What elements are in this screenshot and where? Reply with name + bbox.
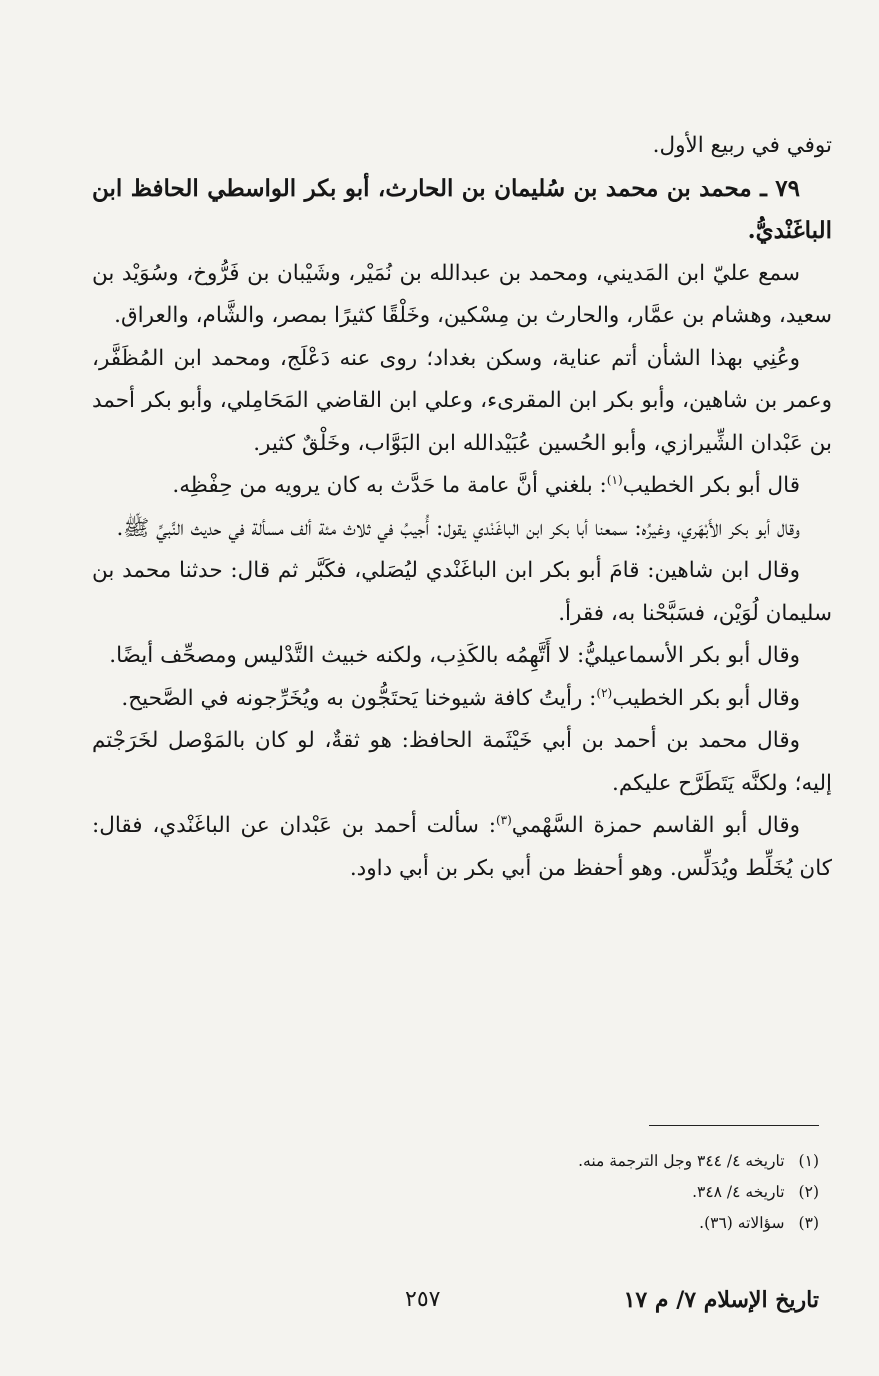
main-text [92, 125, 832, 890]
footnote-item [219, 1177, 819, 1208]
footnote-number: (٣) [798, 1214, 819, 1232]
text-segment: : بلغني أنَّ عامة ما حَدَّث به كان يرويه من حِفْظِه. [172, 473, 607, 498]
paragraph-previous-end: توفي في ربيع الأول. [652, 133, 832, 158]
paragraph-teachers: سمع عليّ ابن المَديني، ومحمد بن عبدالله بن نُمَيْر، وشَيْبان بن فَرُّوخ، وسُوَيْد بن سعيد، وهشام بن عمَّار، والحارث بن مِسْكين، وخَلْقًا كثيرًا بمصر، والشَّام، والعراق. [92, 260, 832, 328]
text-segment: : سألت أحمد بن عَبْدان عن الباغَنْدي، فقال: كان يُخَلِّط ويُدَلِّس. وهو أحفظ من أبي بكر بن أبي داود. [92, 813, 832, 881]
footnote-text: تاريخه ٤/ ٣٤٨. [692, 1183, 785, 1201]
footnote-text: تاريخه ٤/ ٣٤٤ وجل الترجمة منه. [578, 1152, 785, 1170]
page-number: ٢٥٧ [405, 1287, 441, 1312]
paragraph-students: وعُنِي بهذا الشأن أتم عناية، وسكن بغداد؛ روى عنه دَعْلَج، ومحمد ابن المُظَفَّر، وعمر بن شاهين، وأبو بكر ابن المقرىء، وعلي ابن القاضي المَحَامِلي، وأبو بكر أحمد بن عَبْدان الشِّيرازي، وأبو الحُسين عُبَيْدالله ابن البَوَّاب، وخَلْقٌ كثير. [92, 345, 832, 456]
text-segment: قال أبو بكر الخطيب [622, 473, 800, 498]
footnote-item [219, 1208, 819, 1239]
paragraph-khatib-quote-2 [92, 678, 832, 721]
paragraph-sahmi-quote [92, 805, 832, 890]
paragraph-ismaili-quote: وقال أبو بكر الأسماعيليُّ: لا أَتَّهِمُه بالكَذِب، ولكنه خبيث التَّدْليس ومصحِّف أيضًا. [109, 643, 800, 668]
footnote-number: (١) [798, 1152, 819, 1170]
running-footer-title: تاريخ الإسلام ٧/ م ١٧ [623, 1287, 819, 1313]
footnote-number: (٢) [798, 1183, 819, 1201]
paragraph-khatib-quote [92, 465, 832, 508]
text-segment: وقال أبو القاسم حمزة السَّهْمي [511, 813, 800, 838]
footnote-divider [649, 1125, 819, 1126]
text-segment: : رأيتُ كافة شيوخنا يَحتَجُّون به ويُخَرِّجونه في الصَّحيح. [121, 685, 597, 711]
footnote-marker-1[interactable]: (١) [606, 472, 623, 487]
paragraph-khaythama-quote: وقال محمد بن أحمد بن أبي خَيْثَمة الحافظ: هو ثقةٌ، لو كان بالمَوْصل لخَرَجْتم إليه؛ ولكنَّه يَتَطَرَّح عليكم. [92, 728, 832, 796]
footnote-text: سؤالاته (٣٦). [699, 1214, 785, 1232]
footnotes [219, 1146, 819, 1239]
footnote-marker-3[interactable]: (٣) [495, 812, 512, 827]
paragraph-abhari-quote: وقال أبو بكر الأَبْهَري، وغيرُه: سمعنا أبا بكر ابن الباغَنْدي يقول: أُجيبُ في ثلاث مئة ألف مسألة في حديث النَّبيِّ ﷺ. [116, 515, 800, 541]
entry-heading: ٧٩ ـ محمد بن محمد بن سُليمان بن الحارث، أبو بكر الواسطي الحافظ ابن الباغَنْديُّ. [92, 174, 832, 244]
footnote-item [219, 1146, 819, 1177]
footnote-marker-2[interactable]: (٢) [596, 685, 613, 700]
text-segment: وقال أبو بكر الخطيب [612, 685, 800, 711]
paragraph-shahin-quote: وقال ابن شاهين: قامَ أبو بكر ابن الباغَنْدي ليُصَلي، فكَبَّر ثم قال: حدثنا محمد بن سليمان لُوَيْن، فسَبَّحْنا به، فقرأ. [92, 558, 832, 626]
